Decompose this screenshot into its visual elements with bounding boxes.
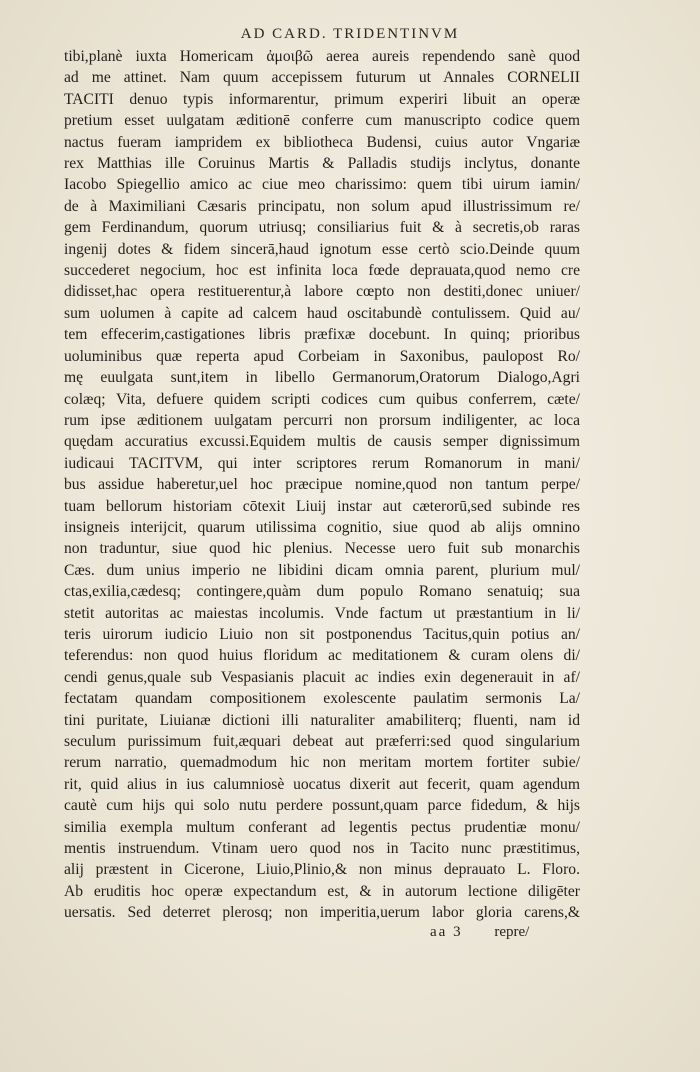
text-line: insigneis interijcit, quarum utilissima cognitio, siue quod ab alijs omnino — [64, 518, 580, 536]
text-line: TACITI denuo typis informarentur, primum experiri libuit an operæ — [64, 90, 580, 108]
text-line: ingenij dotes & fidem sincerā,haud ignotum esse certò scio.Deinde quum — [64, 240, 580, 258]
text-line: didisset,hac opera restituerentur,à labore cœpto non destiti,donec uniuer/ — [64, 283, 580, 301]
text-line: similia exempla multum conferant ad legentis pectus prudentiæ monu/ — [64, 818, 580, 836]
text-line: cautè cum hijs qui solo nutu perdere possunt,quam parce fidedum, & hijs — [64, 797, 580, 815]
text-line: cendi genus,quale sub Vespasianis placuit ac indies exin degenerauit in af/ — [64, 668, 580, 686]
text-line: de à Maximiliani Cæsaris principatu, non solum apud illustrissimum re/ — [64, 197, 580, 215]
text-line: gem Ferdinandum, quorum utriusq; consiliarius fuit & à secretis,ob raras — [64, 219, 580, 237]
text-line: rex Matthias ille Coruinus Martis & Palladis studijs inclytus, donante — [64, 155, 580, 173]
text-line: tini puritate, Liuianæ dictioni illi naturaliter amabiliterq; fluenti, nam id — [64, 711, 580, 729]
text-line: alij præstent in Cicerone, Liuio,Plinio,& non minus deprauato L. Floro. — [64, 861, 580, 879]
text-line: rit, quid alius in ius calumniosè uocatus dixerit aut fecerit, quam agendum — [64, 775, 580, 793]
text-line: tem effecerim,castigationes libris præfixæ docebunt. In quinq; prioribus — [64, 326, 580, 344]
text-line: fectatam quandam compositionem exolescente paulatim sermonis La/ — [64, 690, 580, 708]
text-line: mentis instruendum. Vtinam uero quod nos in Tacito nunc præstitimus, — [64, 840, 580, 858]
body-text — [64, 46, 580, 924]
catchword: repre/ — [494, 924, 530, 940]
text-line: ctas,exilia,cædesq; contingere,quàm dum populo Romano senatuiq; sua — [64, 583, 580, 601]
text-line: tibi,planè iuxta Homericam ἀμοιβῶ aerea aureis rependendo sanè quod — [64, 48, 580, 65]
text-line: mę euulgata sunt,item in libello Germanorum,Oratorum Dialogo,Agri — [64, 369, 580, 387]
text-line: ad me attinet. Nam quum accepissem futurum ut Annales CORNELII — [64, 69, 580, 87]
page-footer — [430, 924, 580, 941]
text-line: pretium esset uulgatam æditionē conferre cum manuscripto codice quem — [64, 112, 580, 130]
text-line: teferendus: non quod huius floridum ac meditationem & curam olens di/ — [64, 647, 580, 665]
text-line: seculum purissimum fuit,æquari debeat aut præferri:sed quod singularium — [64, 733, 580, 750]
signature-mark: aa 3 — [430, 924, 463, 940]
text-line: bus assidue haberetur,uel hoc præcipue nomine,quod non tantum perpe/ — [64, 476, 580, 494]
text-line: succederet negocium, hoc est infinita loca fœde deprauata,quod nemo cre — [64, 262, 580, 280]
text-line: teris uirorum iudicio Liuio non sit postponendus Tacitus,quin potius an/ — [64, 625, 580, 643]
text-line: Ab eruditis hoc operæ expectandum est, & in autorum lectione diligēter — [64, 882, 580, 900]
text-line: stetit autoritas ac maiestas incolumis. Vnde factum ut præstantium in li/ — [64, 604, 580, 622]
text-line: rum ipse æditionem uulgatam percurri non prorsum indiligenter, ac loca — [64, 411, 580, 429]
text-line: Iacobo Spiegellio amico ac ciue meo charissimo: quem tibi uirum iamin/ — [64, 176, 580, 194]
text-line: uoluminibus quæ reperta apud Corbeiam in Saxonibus, paulopost Ro/ — [64, 347, 580, 365]
text-line: sum uolumen à capite ad calcem haud oscitabundè contulissem. Quid au/ — [64, 304, 580, 322]
text-line: iudicaui TACITVM, qui inter scriptores rerum Romanorum in mani/ — [64, 454, 580, 472]
text-line: nactus fueram iampridem ex bibliotheca Budensi, cuius autor Vngariæ — [64, 133, 580, 151]
text-line: uersatis. Sed deterret plerosq; non imperitia,uerum labor gloria carens,& — [64, 904, 580, 922]
text-line: tuam bellorum historiam cōtexit Liuij instar aut cæterorū,sed subinde res — [64, 497, 580, 515]
text-line: non traduntur, siue quod hic plenius. Necesse uero fuit sub monarchis — [64, 540, 580, 558]
running-head: AD CARD. TRIDENTINVM — [240, 26, 460, 42]
text-line: colæq; Vita, defuere quidem scripti codices cum quibus conferrem, cæte/ — [64, 390, 580, 408]
text-line: rerum narratio, quemadmodum hic non meritam mortem fortiter subie/ — [64, 754, 580, 772]
text-line: quędam accuratius excussi.Equidem multis de causis semper dignissimum — [64, 433, 580, 451]
text-line: Cæs. dum unius imperio ne libidini dicam omnia parent, plurium mul/ — [64, 561, 580, 579]
